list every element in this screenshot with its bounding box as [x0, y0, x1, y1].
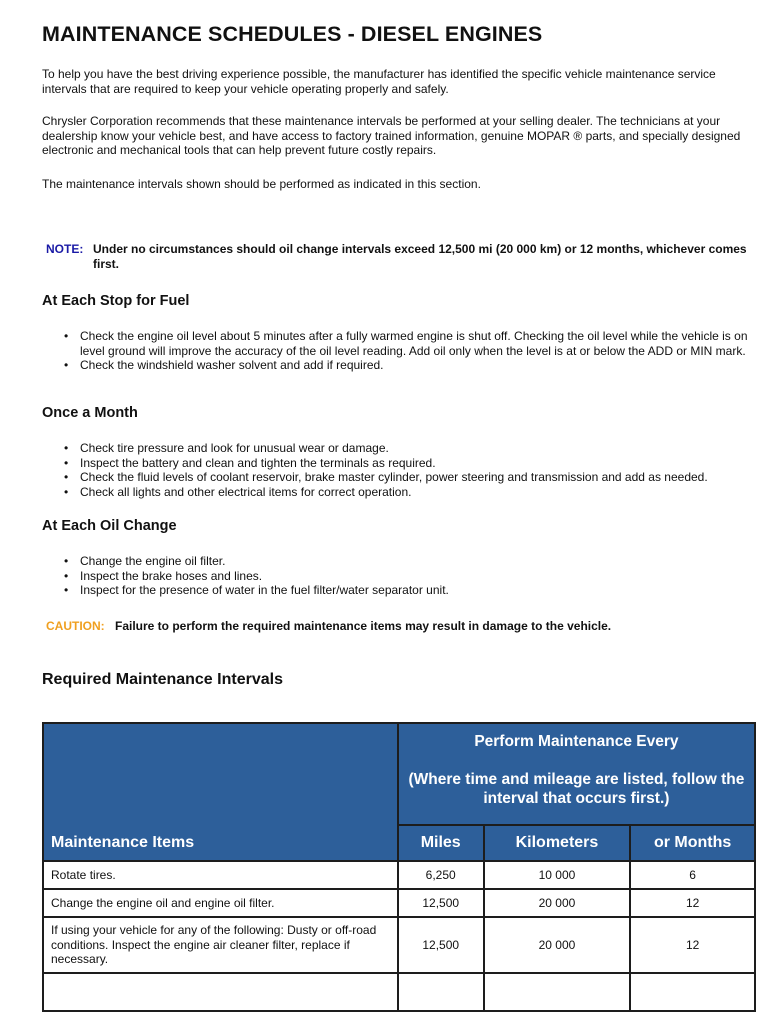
list-item: • Inspect the brake hoses and lines.: [42, 569, 754, 584]
table-row: [43, 973, 755, 1011]
section-heading-fuel-stop: At Each Stop for Fuel: [42, 293, 190, 309]
header-months: or Months: [630, 825, 755, 861]
miles-cell: 12,500: [398, 917, 484, 973]
km-cell: [484, 973, 631, 1011]
list-item: • Check the fluid levels of coolant reservoir, brake master cylinder, power steering and transmission and add as needed.: [42, 470, 754, 485]
months-cell: 12: [630, 917, 755, 973]
monthly-list: [42, 441, 754, 499]
table-row: [43, 861, 755, 889]
months-cell: 12: [630, 889, 755, 917]
oil-change-list: [42, 554, 754, 598]
item-cell: Rotate tires.: [43, 861, 398, 889]
intro-paragraph-3: The maintenance intervals shown should be performed as indicated in this section.: [42, 177, 481, 191]
list-item: • Inspect for the presence of water in the fuel filter/water separator unit.: [42, 583, 754, 598]
km-cell: 10 000: [484, 861, 631, 889]
months-cell: 6: [630, 861, 755, 889]
header-perform-every: [398, 723, 755, 825]
list-item: • Check the engine oil level about 5 minutes after a fully warmed engine is shut off. Checking the oil level while the vehicle is on level ground will improve the accuracy of the oil level reading. Add oil only when the level is at or below the ADD or MIN mark.: [42, 329, 754, 358]
list-item: • Check the windshield washer solvent and add if required.: [42, 358, 754, 373]
list-item: • Inspect the battery and clean and tighten the terminals as required.: [42, 456, 754, 471]
miles-cell: 6,250: [398, 861, 484, 889]
intervals-heading: Required Maintenance Intervals: [42, 671, 283, 688]
maintenance-intervals-table: [42, 722, 756, 1012]
note-label: NOTE:: [46, 242, 84, 256]
list-item: • Change the engine oil filter.: [42, 554, 754, 569]
perform-every-title: Perform Maintenance Every: [474, 733, 679, 750]
months-cell: [630, 973, 755, 1011]
miles-cell: [398, 973, 484, 1011]
note-text: Under no circumstances should oil change intervals exceed 12,500 mi (20 000 km) or 12 months, whichever comes first.: [93, 242, 747, 271]
intro-paragraph-2: Chrysler Corporation recommends that these maintenance intervals be performed at your selling dealer. The technicians at your dealership know your vehicle best, and have access to factory trained information, genuine MOPAR ® parts, and specially designed electronic and mechanical tools that can help prevent future costly repairs.: [42, 114, 741, 157]
caution-label: CAUTION:: [46, 619, 105, 633]
header-miles: Miles: [398, 825, 484, 861]
caution-text: Failure to perform the required maintenance items may result in damage to the vehicle.: [115, 619, 612, 633]
item-cell: [43, 973, 398, 1011]
km-cell: 20 000: [484, 889, 631, 917]
km-cell: 20 000: [484, 917, 631, 973]
section-heading-monthly: Once a Month: [42, 405, 138, 421]
item-cell: Change the engine oil and engine oil filter.: [43, 889, 398, 917]
item-cell: If using your vehicle for any of the following: Dusty or off-road conditions. Inspect the engine air cleaner filter, replace if necessary.: [43, 917, 398, 973]
intro-paragraph-1: To help you have the best driving experience possible, the manufacturer has identified the specific vehicle maintenance service intervals that are required to keep your vehicle operating properly and safely.: [42, 67, 716, 96]
header-kilometers: Kilometers: [484, 825, 631, 861]
table-row: [43, 889, 755, 917]
table-row: [43, 917, 755, 973]
miles-cell: 12,500: [398, 889, 484, 917]
section-heading-oil-change: At Each Oil Change: [42, 518, 177, 534]
header-maintenance-items: Maintenance Items: [43, 723, 398, 861]
page-title: MAINTENANCE SCHEDULES - DIESEL ENGINES: [42, 22, 543, 46]
list-item: • Check tire pressure and look for unusual wear or damage.: [42, 441, 754, 456]
list-item: • Check all lights and other electrical items for correct operation.: [42, 485, 754, 500]
fuel-stop-list: [42, 329, 754, 373]
perform-every-note: (Where time and mileage are listed, follow the interval that occurs first.): [408, 771, 745, 807]
